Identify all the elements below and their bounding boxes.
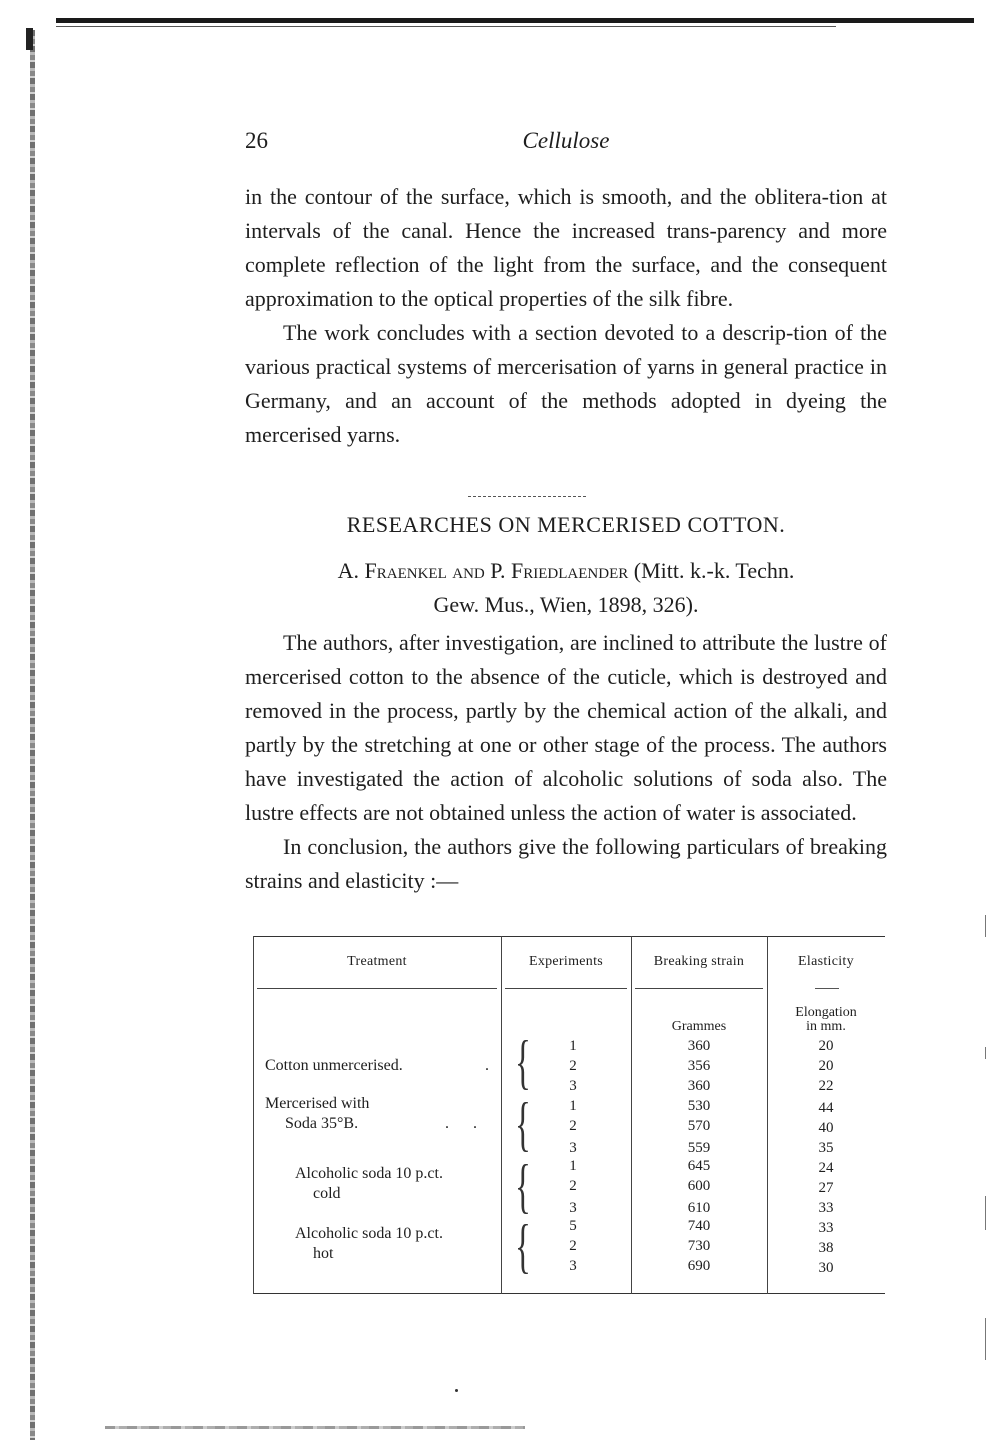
table-bottom-rule bbox=[253, 1293, 885, 1294]
treatment-label: Mercerised with bbox=[265, 1095, 370, 1112]
breaking-strain-value: 559 bbox=[687, 1140, 711, 1156]
breaking-unit: Grammes bbox=[671, 1019, 727, 1034]
header-dash bbox=[815, 988, 839, 989]
elasticity-value: 38 bbox=[818, 1240, 834, 1256]
group-brace: { bbox=[515, 1091, 531, 1157]
left-binding-edge bbox=[30, 30, 35, 1440]
elasticity-value: 27 bbox=[818, 1180, 834, 1196]
treatment-label: Alcoholic soda 10 p.ct. bbox=[295, 1165, 443, 1182]
citation-open: (Mitt. k.-k. Techn. bbox=[633, 558, 795, 583]
elasticity-value: 40 bbox=[818, 1120, 834, 1136]
leader-dots: . bbox=[485, 1057, 489, 1074]
group-brace: { bbox=[515, 1213, 531, 1279]
breaking-strain-value: 690 bbox=[687, 1258, 711, 1274]
header-experiments: Experiments bbox=[528, 954, 604, 969]
header-breaking-strain: Breaking strain bbox=[653, 954, 745, 969]
experiment-number: 3 bbox=[569, 1200, 577, 1216]
breaking-strain-value: 740 bbox=[687, 1218, 711, 1234]
treatment-label-line2: hot bbox=[313, 1245, 334, 1262]
treatment-label: Cotton unmercerised. bbox=[265, 1057, 403, 1074]
header-elasticity: Elasticity bbox=[798, 954, 854, 969]
elasticity-value: 22 bbox=[818, 1078, 834, 1094]
column-divider bbox=[501, 936, 502, 1294]
authors: A. Fraenkel and P. Friedlaender bbox=[337, 558, 629, 583]
breaking-strain-value: 356 bbox=[687, 1058, 711, 1074]
elasticity-value: 35 bbox=[818, 1140, 834, 1156]
elasticity-unit: in mm. bbox=[806, 1019, 846, 1034]
header-rule bbox=[257, 988, 497, 989]
treatment-label: Alcoholic soda 10 p.ct. bbox=[295, 1225, 443, 1242]
header-rule bbox=[505, 988, 627, 989]
header-rule bbox=[635, 988, 763, 989]
paragraph: In conclusion, the authors give the following particulars of breaking strains and elasticity :— bbox=[245, 834, 887, 893]
experiment-number: 2 bbox=[569, 1058, 577, 1074]
elasticity-value: 33 bbox=[818, 1220, 834, 1236]
running-header bbox=[245, 128, 887, 162]
elasticity-value: 24 bbox=[818, 1160, 834, 1176]
experiment-number: 1 bbox=[569, 1098, 577, 1114]
header-treatment: Treatment bbox=[347, 954, 407, 969]
treatment-label-line2: cold bbox=[313, 1185, 341, 1202]
breaking-strain-value: 645 bbox=[687, 1158, 711, 1174]
leader-dots: . . bbox=[445, 1115, 477, 1132]
page-number: 26 bbox=[245, 128, 268, 153]
elasticity-value: 33 bbox=[818, 1200, 834, 1216]
elasticity-value: 20 bbox=[818, 1058, 834, 1074]
breaking-strain-value: 570 bbox=[687, 1118, 711, 1134]
table-left-border bbox=[253, 936, 254, 1294]
paragraph: The authors, after investigation, are inclined to attribute the lustre of mercerised cotton to the absence of the cuticle, which is destroyed and removed in the process, partly by the chemical action of the alkali, and partly by the stretching at one or other stage of the process. The authors have investigated the action of alcoholic solutions of soda also. The lustre effects are not obtained unless the action of water is associated. bbox=[245, 630, 887, 825]
section-separator bbox=[468, 496, 586, 497]
section-title: RESEARCHES ON MERCERISED COTTON. bbox=[346, 512, 786, 537]
margin-mark bbox=[985, 1196, 986, 1230]
paragraph: in the contour of the surface, which is smooth, and the oblitera-tion at intervals of the canal. Hence the increased trans-parency and more complete reflection of the light from the surface, and the consequent approximation to the optical properties of the silk fibre. bbox=[245, 184, 887, 311]
breaking-strain-value: 530 bbox=[687, 1098, 711, 1114]
paragraph: The work concludes with a section devoted to a descrip-tion of the various practical systems of mercerisation of yarns in general practice in Germany, and an account of the methods adopted in dyeing the mercerised yarns. bbox=[245, 320, 887, 447]
experiment-number: 2 bbox=[569, 1118, 577, 1134]
experiment-number: 5 bbox=[569, 1218, 577, 1234]
elasticity-subheader: Elongation bbox=[795, 1005, 857, 1020]
body-text-top bbox=[245, 180, 887, 452]
left-binding-mark bbox=[26, 28, 33, 50]
experiment-number: 3 bbox=[569, 1140, 577, 1156]
experiment-number: 3 bbox=[569, 1078, 577, 1094]
margin-mark bbox=[985, 915, 986, 937]
bottom-edge-shadow bbox=[105, 1426, 525, 1429]
top-rule bbox=[56, 18, 974, 23]
experiment-number: 1 bbox=[569, 1158, 577, 1174]
breaking-strain-value: 360 bbox=[687, 1038, 711, 1054]
data-table bbox=[253, 936, 885, 1294]
specks bbox=[455, 1389, 458, 1392]
table-top-rule bbox=[253, 936, 885, 937]
group-brace: { bbox=[515, 1029, 531, 1095]
breaking-strain-value: 600 bbox=[687, 1178, 711, 1194]
margin-mark bbox=[985, 1047, 986, 1059]
treatment-label-line2: Soda 35°B. bbox=[285, 1115, 359, 1132]
body-text-bottom bbox=[245, 626, 887, 898]
running-title: Cellulose bbox=[522, 128, 610, 153]
group-brace: { bbox=[515, 1153, 531, 1219]
breaking-strain-value: 730 bbox=[687, 1238, 711, 1254]
citation-line2: Gew. Mus., Wien, 1898, 326). bbox=[433, 592, 699, 617]
margin-mark bbox=[985, 1318, 986, 1360]
breaking-strain-value: 360 bbox=[687, 1078, 711, 1094]
top-rule-thin bbox=[56, 26, 836, 27]
citation bbox=[245, 554, 887, 622]
breaking-strain-value: 610 bbox=[687, 1200, 711, 1216]
elasticity-value: 30 bbox=[818, 1260, 834, 1276]
experiment-number: 3 bbox=[569, 1258, 577, 1274]
experiment-number: 2 bbox=[569, 1238, 577, 1254]
elasticity-value: 20 bbox=[818, 1038, 834, 1054]
experiment-number: 2 bbox=[569, 1178, 577, 1194]
elasticity-value: 44 bbox=[818, 1100, 834, 1116]
experiment-number: 1 bbox=[569, 1038, 577, 1054]
